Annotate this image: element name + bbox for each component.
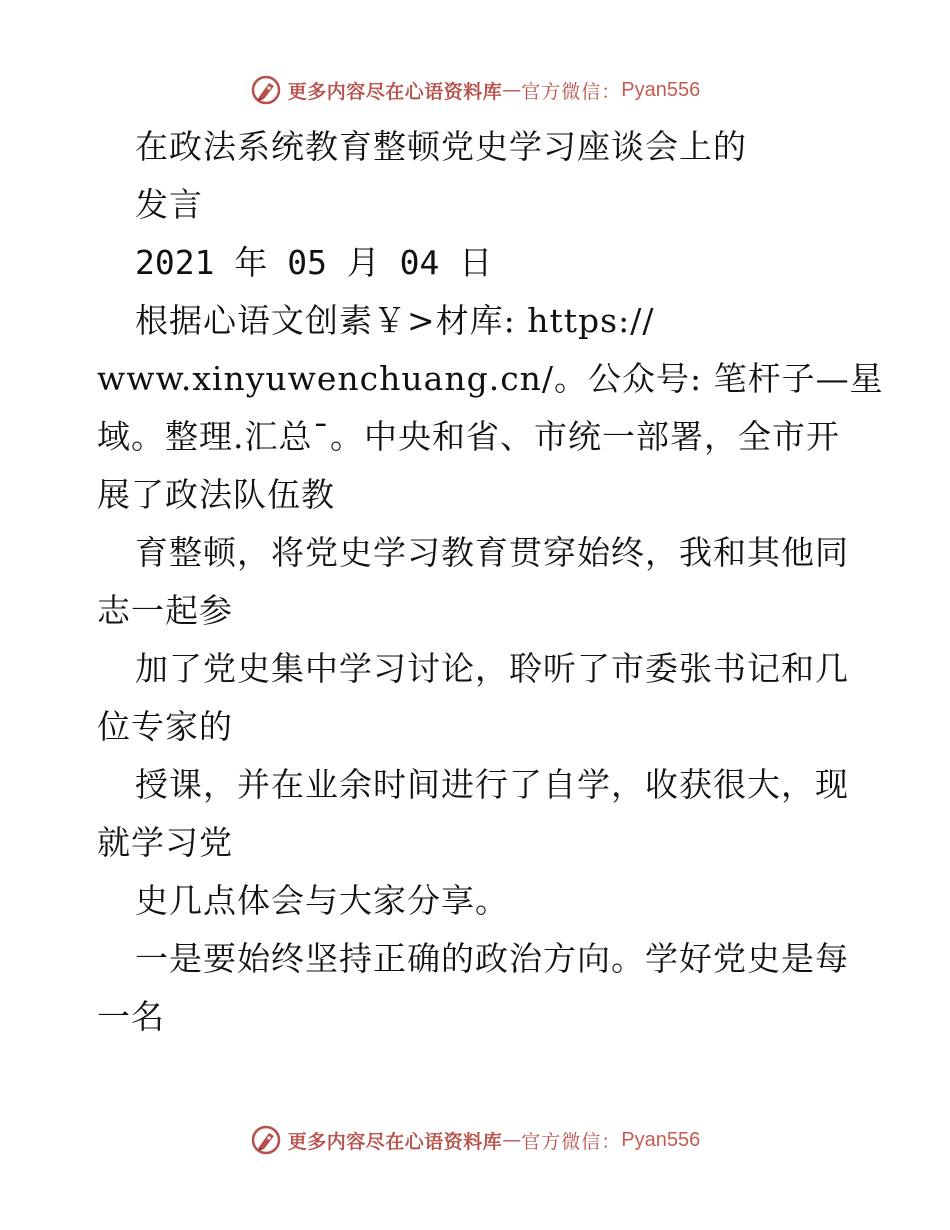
doc-line: 就学习党: [97, 823, 233, 862]
banner-wechat-id: Pyan556: [621, 78, 701, 101]
banner-separator: —: [502, 1129, 522, 1151]
document-body: [97, 118, 884, 1046]
pen-nib-logo-icon: [250, 1124, 282, 1156]
doc-line: 展了政法队伍教: [97, 475, 335, 514]
banner-text: 更多内容尽在心语资料库: [287, 80, 503, 103]
doc-line: 志一起参: [97, 591, 233, 630]
doc-line: 加了党史集中学习讨论，聆听了市委张书记和几: [135, 649, 849, 688]
footer-banner: [0, 1120, 950, 1160]
banner-wechat-label: 官方微信：: [521, 1130, 622, 1153]
doc-line: 域。整理.汇总¯。中央和省、市统一部署，全市开: [97, 417, 840, 456]
doc-title-line-1: 在政法系统教育整顿党史学习座谈会上的: [135, 127, 747, 166]
doc-line: 史几点体会与大家分享。: [135, 881, 509, 920]
doc-date: 2021 年 05 月 04 日: [135, 243, 493, 282]
doc-line: 育整顿，将党史学习教育贯穿始终，我和其他同: [135, 533, 849, 572]
banner-text: 更多内容尽在心语资料库: [287, 1130, 503, 1153]
banner-wechat-id: Pyan556: [621, 1128, 701, 1151]
pen-nib-logo-icon: [250, 74, 282, 106]
header-banner: [0, 70, 950, 110]
doc-line: www.xinyuwenchuang.cn/。公众号: 笔杆子—星: [97, 359, 884, 398]
doc-title-line-2: 发言: [135, 185, 203, 224]
doc-line: 一是要始终坚持正确的政治方向。学好党史是每: [135, 939, 849, 978]
doc-line: 授课，并在业余时间进行了自学，收获很大，现: [135, 765, 849, 804]
doc-line: 根据心语文创素￥>材库: https://: [135, 301, 655, 340]
doc-line: 位专家的: [97, 707, 233, 746]
banner-wechat-label: 官方微信：: [521, 80, 622, 103]
doc-line: 一名: [97, 997, 165, 1036]
banner-separator: —: [502, 79, 522, 101]
